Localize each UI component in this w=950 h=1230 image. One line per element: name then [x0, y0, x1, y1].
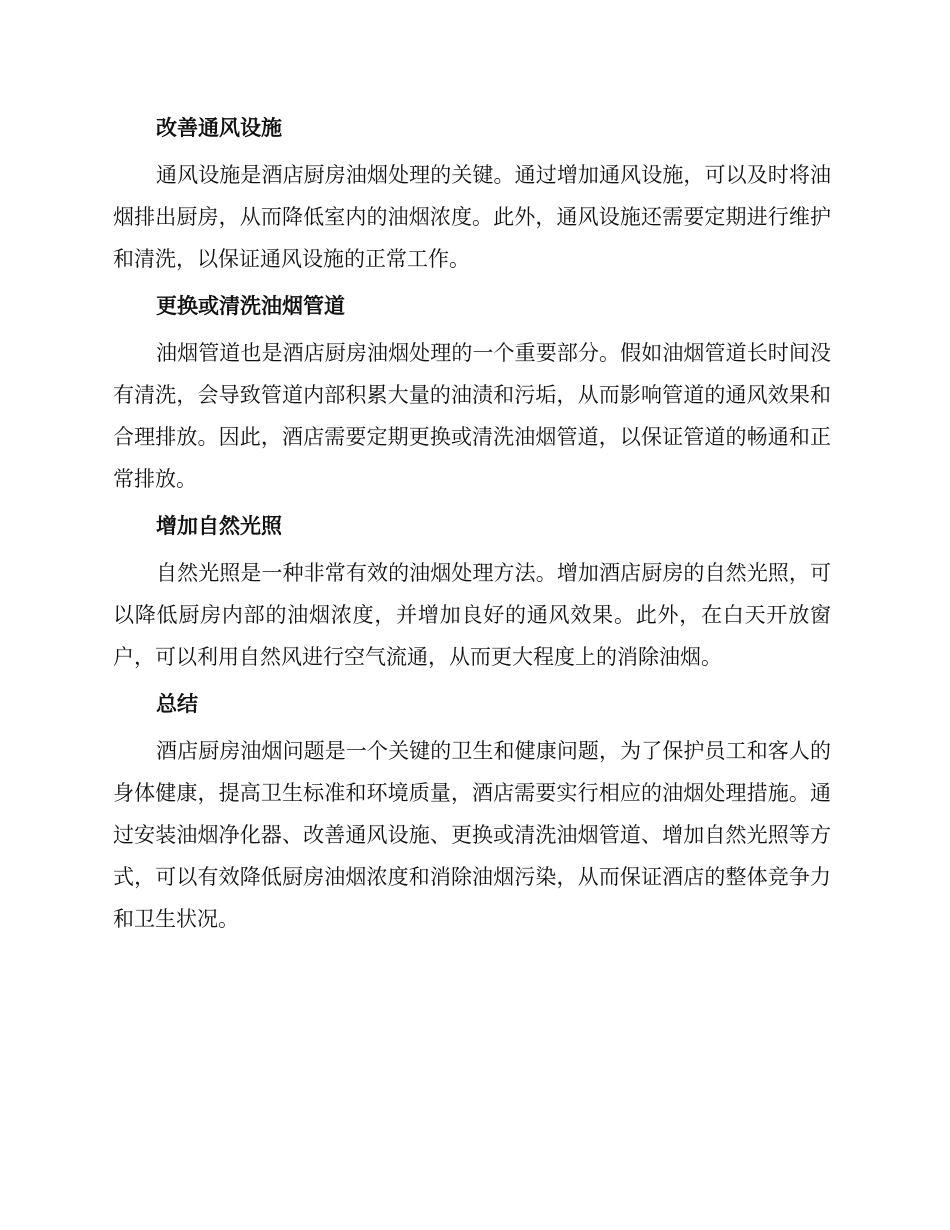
- section-paragraph: 酒店厨房油烟问题是一个关键的卫生和健康问题，为了保护员工和客人的身体健康，提高卫生标准和环境质量，酒店需要实行相应的油烟处理措施。通过安装油烟净化器、改善通风设施、更换或清洗油烟管道、增加自然光照等方式，可以有效降低厨房油烟浓度和消除油烟污染，从而保证酒店的整体竞争力和卫生状况。: [113, 739, 831, 931]
- section-heading: 增加自然光照: [156, 514, 282, 538]
- section-natural-light: [113, 506, 831, 678]
- section-heading: 总结: [156, 692, 198, 716]
- document-page: [113, 108, 831, 946]
- section-paragraph: 油烟管道也是酒店厨房油烟处理的一个重要部分。假如油烟管道长时间没有清洗，会导致管道内部积累大量的油渍和污垢，从而影响管道的通风效果和合理排放。因此，酒店需要定期更换或清洗油烟管道，以保证管道的畅通和正常排放。: [113, 341, 831, 491]
- section-ventilation: [113, 108, 831, 280]
- section-paragraph: 自然光照是一种非常有效的油烟处理方法。增加酒店厨房的自然光照，可以降低厨房内部的油烟浓度，并增加良好的通风效果。此外，在白天开放窗户，可以利用自然风进行空气流通，从而更大程度上的消除油烟。: [113, 561, 831, 669]
- section-heading: 改善通风设施: [156, 116, 282, 140]
- section-summary: [113, 684, 831, 940]
- section-paragraph: 通风设施是酒店厨房油烟处理的关键。通过增加通风设施，可以及时将油烟排出厨房，从而降低室内的油烟浓度。此外，通风设施还需要定期进行维护和清洗，以保证通风设施的正常工作。: [113, 163, 831, 271]
- section-duct-cleaning: [113, 286, 831, 500]
- section-heading: 更换或清洗油烟管道: [156, 294, 345, 318]
